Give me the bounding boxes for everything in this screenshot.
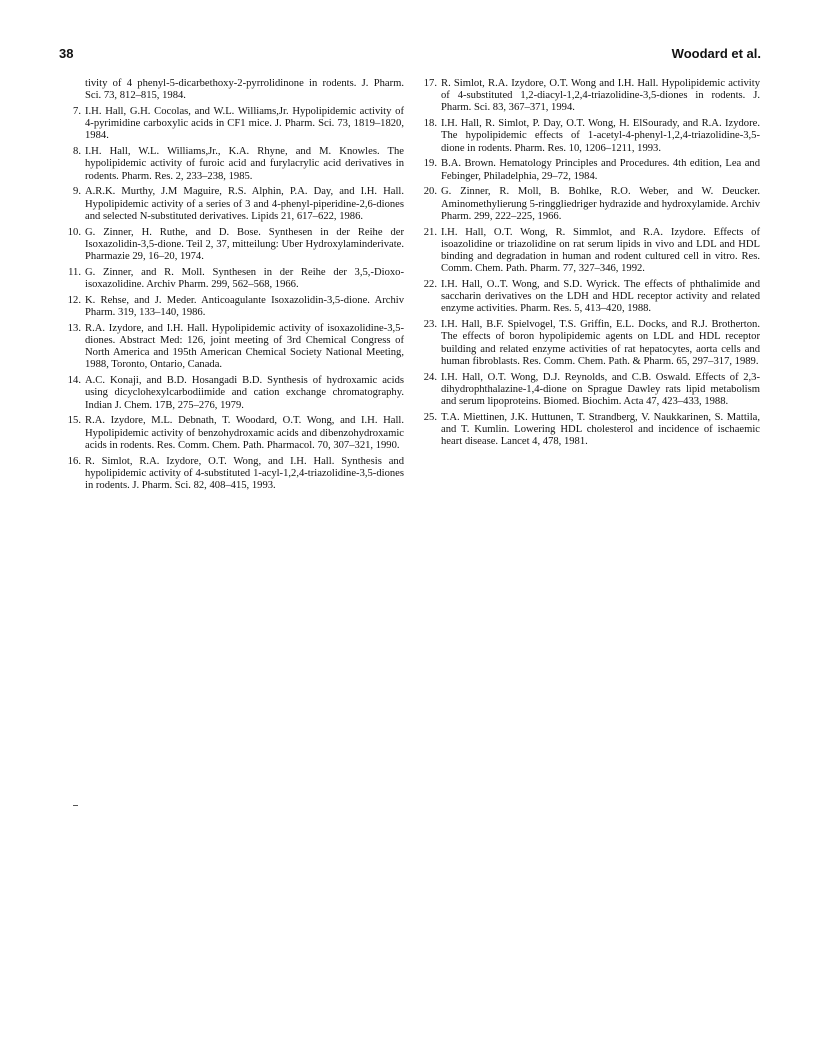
reference-text: A.C. Konaji, and B.D. Hosangadi B.D. Synthesis of hydroxamic acids using dicyclohexylcarbodiimide and cation exchange chromatography. Indian J. Chem. 17B, 275–276, 1979. bbox=[85, 375, 404, 411]
reference-number: 15. bbox=[67, 415, 81, 427]
reference-text: I.H. Hall, O.T. Wong, R. Simmlot, and R.A. Izydore. Effects of isoazolidine or triazolidine on rat serum lipids in vivo and LDL and HDL binding and degradation in human and rodent cultured cell in vitro. Res. Comm. Chem. Path. Pharm. 77, 327–346, 1992. bbox=[441, 226, 760, 275]
reference-text: G. Zinner, and R. Moll. Synthesen in der Reihe der 3,5,-Dioxo-isoxazolidine. Archiv Pharm. 299, 562–568, 1966. bbox=[85, 266, 404, 291]
reference-text: I.H. Hall, B.F. Spielvogel, T.S. Griffin, E.L. Docks, and R.J. Brotherton. The effects of boron hypolipidemic agents on LDL and HDL receptor building and related enzyme activities of rat hepatocytes, aorta cells and human fibroblasts. Res. Comm. Chem. Path. & Pharm. 65, 297–317, 1989. bbox=[441, 319, 760, 367]
reference-number: 7. bbox=[73, 106, 81, 117]
reference-text: I.H. Hall, W.L. Williams,Jr., K.A. Rhyne, and M. Knowles. The hypolipidemic activity of furoic acid and furylacrylic acid derivatives in rodents. Pharm. Res. 2, 233–238, 1985. bbox=[85, 146, 404, 182]
reference-item bbox=[61, 295, 404, 319]
reference-number: 9. bbox=[73, 186, 81, 198]
reference-number: 18. bbox=[423, 118, 437, 130]
reference-text: G. Zinner, R. Moll, B. Bohlke, R.O. Weber, and W. Deucker. Aminomethylierung 5-ringgliedriger hydrazide and hydroxylamide. Archiv Pharm. 299, 222–225, 1966. bbox=[441, 186, 760, 222]
page-number: 38 bbox=[59, 46, 74, 61]
reference-item bbox=[417, 319, 760, 368]
reference-item bbox=[61, 106, 404, 143]
reference-text: B.A. Brown. Hematology Principles and Procedures. 4th edition, Lea and Febinger, Philadelphia, 29–72, 1984. bbox=[441, 158, 760, 182]
reference-text: I.H. Hall, O.T. Wong, D.J. Reynolds, and C.B. Oswald. Effects of 2,3-dihydrophthalazine-1,4-dione on Sprague Dawley rats lipid metabolism and serum lipoproteins. Biomed. Biochim. Acta 47, 423–433, 1988. bbox=[441, 371, 760, 408]
reference-text: I.H. Hall, R. Simlot, P. Day, O.T. Wong, H. ElSourady, and R.A. Izydore. The hypolipidemic effects of 1-acetyl-4-phenyl-1,2,4-triazolidine-3,5-dione in rodents. Pharm. Res. 10, 1206–1211, 1993. bbox=[441, 118, 760, 154]
reference-item bbox=[61, 186, 404, 223]
reference-text: R. Simlot, R.A. Izydore, O.T. Wong, and I.H. Hall. Synthesis and hypolipidemic activity of 4-substituted 1-acyl-1,2,4-triazolidine-3,5-diones in rodents. J. Pharm. Sci. 82, 408–415, 1993. bbox=[85, 455, 404, 492]
reference-number: 8. bbox=[73, 146, 81, 158]
references-right-column bbox=[417, 78, 760, 452]
reference-item bbox=[61, 375, 404, 412]
reference-text: G. Zinner, H. Ruthe, and D. Bose. Synthesen in der Reihe der Isoxazolidin-3,5-dione. Teil 2, 37, mitteilung: Uber Hydroxylaminderivate. Pharmazie 29, 16–20, 1974. bbox=[85, 226, 404, 263]
reference-item bbox=[61, 415, 404, 452]
references-left-column bbox=[61, 78, 404, 496]
reference-item bbox=[417, 227, 760, 276]
reference-item bbox=[417, 118, 760, 155]
reference-text: R. Simlot, R.A. Izydore, O.T. Wong and I.H. Hall. Hypolipidemic activity of 4-substituted 1,2-diacyl-1,2,4-triazolidine-3,5-diones in rodents. J. Pharm. Sci. 83, 367–371, 1994. bbox=[441, 78, 760, 114]
running-head: Woodard et al. bbox=[671, 46, 761, 61]
reference-number: 23. bbox=[423, 319, 437, 331]
reference-number: 22. bbox=[423, 279, 437, 291]
reference-number: 12. bbox=[67, 294, 81, 306]
reference-number: 16. bbox=[67, 455, 81, 467]
reference-text: R.A. Izydore, and I.H. Hall. Hypolipidemic activity of isoxazolidine-3,5-diones. Abstract Med: 126, joint meeting of 3rd Chemical Congress of North America and 195th American Chemical Society National Meeting, 1988, Toronto, Ontario, Canada. bbox=[85, 322, 404, 371]
reference-item bbox=[61, 456, 404, 493]
reference-item bbox=[417, 78, 760, 115]
reference-item bbox=[61, 227, 404, 264]
reference-item bbox=[417, 158, 760, 182]
margin-mark bbox=[73, 805, 78, 806]
reference-item bbox=[61, 323, 404, 372]
reference-number: 24. bbox=[423, 371, 437, 383]
page-header bbox=[59, 46, 761, 66]
reference-text: T.A. Miettinen, J.K. Huttunen, T. Strandberg, V. Naukkarinen, S. Mattila, and T. Kumlin. Lowering HDL cholesterol and incidence of ischaemic heart disease. Lancet 4, 478, 1981. bbox=[441, 411, 760, 448]
reference-item bbox=[61, 78, 404, 102]
reference-number: 25. bbox=[423, 411, 437, 423]
reference-text: I.H. Hall, G.H. Cocolas, and W.L. Williams,Jr. Hypolipidemic activity of 4-pyrimidine carboxylic acids in CF1 mice. J. Pharm. Sci. 73, 1819–1820, 1984. bbox=[85, 106, 404, 142]
reference-number: 17. bbox=[423, 78, 437, 89]
reference-number: 20. bbox=[423, 186, 437, 198]
reference-item bbox=[61, 267, 404, 291]
reference-item bbox=[417, 412, 760, 449]
reference-text: K. Rehse, and J. Meder. Anticoagulante Isoxazolidin-3,5-dione. Archiv Pharm. 319, 133–140, 1986. bbox=[85, 294, 404, 319]
reference-number: 10. bbox=[67, 226, 81, 238]
reference-number: 14. bbox=[67, 375, 81, 387]
reference-text: I.H. Hall, O..T. Wong, and S.D. Wyrick. The effects of phthalimide and saccharin derivatives on the LDH and HDL receptor activity and related enzyme activities. Pharm. Res. 5, 413–420, 1988. bbox=[441, 279, 760, 315]
reference-number: 13. bbox=[67, 322, 81, 334]
reference-text: tivity of 4 phenyl-5-dicarbethoxy-2-pyrrolidinone in rodents. J. Pharm. Sci. 73, 812–815, 1984. bbox=[85, 78, 404, 102]
reference-number: 19. bbox=[423, 158, 437, 170]
reference-text: R.A. Izydore, M.L. Debnath, T. Woodard, O.T. Wong, and I.H. Hall. Hypolipidemic activity of benzohydroxamic acids and dibenzohydroxamic acids in rodents. Res. Comm. Chem. Path. Pharmacol. 70, 307–321, 1990. bbox=[85, 415, 404, 451]
reference-text: A.R.K. Murthy, J.M Maguire, R.S. Alphin, P.A. Day, and I.H. Hall. Hypolipidemic activity of a series of 3 and 4-phenyl-piperidine-2,6-diones and selected N-substituted derivatives. Lipids 21, 617–622, 1986. bbox=[85, 186, 404, 222]
reference-item bbox=[417, 186, 760, 223]
reference-number: 11. bbox=[68, 266, 81, 278]
reference-number: 21. bbox=[423, 226, 437, 238]
reference-item bbox=[417, 279, 760, 316]
reference-item bbox=[61, 146, 404, 183]
reference-item bbox=[417, 372, 760, 409]
